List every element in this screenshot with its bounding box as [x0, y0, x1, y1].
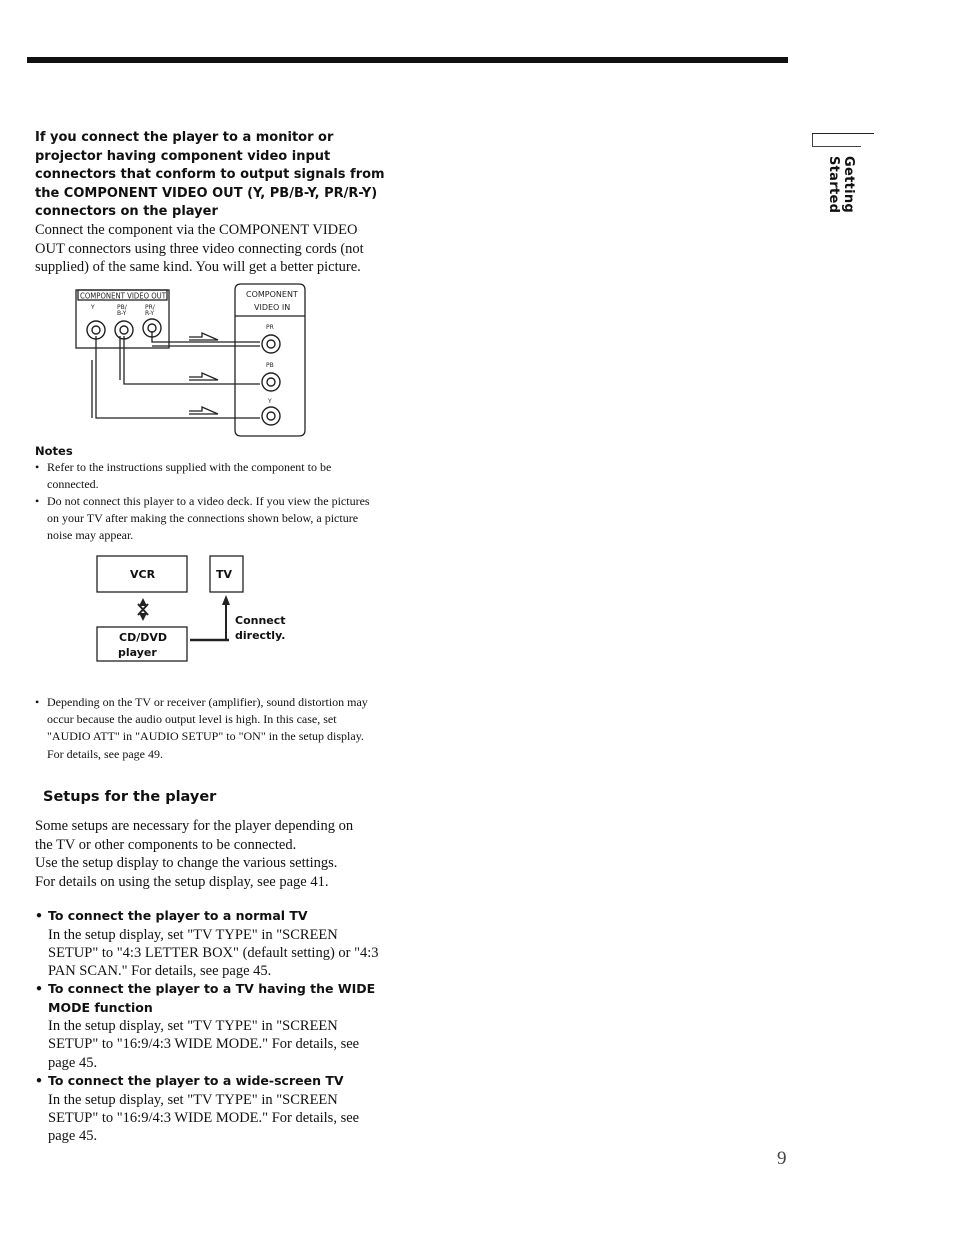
in-panel-label: COMPONENT	[246, 290, 298, 299]
in-jack-label: Y	[268, 398, 272, 405]
connect-label: Connect	[235, 614, 286, 627]
player-label: player	[118, 646, 157, 659]
setup-item-label-text: To connect the player to a normal TV	[48, 908, 308, 923]
heading-line: connectors on the player	[35, 204, 218, 219]
heading-line: the COMPONENT VIDEO OUT (Y, PB/B-Y, PR/R-Y)	[35, 185, 378, 201]
setup-item-text: In the setup display, set "TV TYPE" in "SCREEN SETUP" to "4:3 LETTER BOX" (default setting) or "4:3 PAN SCAN." For details, see page 45.	[48, 926, 379, 980]
note-text: Refer to the instructions supplied with the component to be connected.	[47, 460, 332, 492]
chapter-tab	[812, 133, 874, 147]
intro-line: the TV or other components to be connected.	[35, 836, 297, 853]
connection-heading	[35, 129, 385, 222]
chapter-label	[826, 156, 856, 271]
intro-line: Some setups are necessary for the player depending on	[35, 818, 354, 834]
setup-item-label	[35, 1072, 385, 1091]
jack-y-in	[262, 407, 280, 425]
intro-line: Use the setup display to change the various settings.	[35, 855, 338, 872]
setup-item-label	[35, 980, 385, 1017]
component-connection-diagram	[70, 280, 315, 440]
page-number: 9	[777, 1148, 787, 1169]
player-label: CD/DVD	[119, 631, 167, 644]
jack-label: R-Y	[145, 310, 155, 317]
arrow-shape	[189, 333, 218, 340]
jack-pr-in	[262, 335, 280, 353]
jack-pb-in	[262, 373, 280, 391]
out-panel-label: COMPONENT VIDEO OUT	[80, 291, 167, 301]
setup-item	[35, 980, 385, 1072]
setup-item	[35, 1072, 385, 1145]
heading-line: projector having component video input	[35, 148, 331, 164]
setup-item	[35, 907, 385, 980]
arrow-up-shape	[222, 595, 230, 605]
setup-item-label	[35, 907, 385, 926]
intro-line: OUT connectors using three video connecting cords (not	[35, 240, 364, 257]
notes-title: Notes	[35, 444, 73, 458]
note-item	[35, 493, 380, 545]
intro-paragraph	[35, 221, 395, 277]
jack-label: B-Y	[117, 310, 127, 317]
no-connect-mark	[138, 598, 148, 621]
note-text: Depending on the TV or receiver (amplifier), sound distortion may occur because the audio output level is high. In this case, set "AUDIO ATT" in "AUDIO SETUP" to "ON" in the setup display. For details, see page 49.	[47, 695, 368, 761]
intro-line: supplied) of the same kind. You will get a better picture.	[35, 259, 361, 276]
setup-item-text: In the setup display, set "TV TYPE" in "SCREEN SETUP" to "16:9/4:3 WIDE MODE." For details, see page 45.	[48, 1091, 360, 1145]
tv-label: TV	[216, 568, 233, 581]
intro-line: Connect the component via the COMPONENT VIDEO	[35, 222, 358, 238]
bullet-dot: •	[35, 460, 40, 474]
heading-line: connectors that conform to output signals from	[35, 167, 385, 182]
vcr-label: VCR	[130, 568, 156, 581]
jack-label: PR/	[145, 304, 155, 311]
note-item	[35, 694, 380, 763]
setup-item-text: In the setup display, set "TV TYPE" in "SCREEN SETUP" to "16:9/4:3 WIDE MODE." For details, see page 45.	[48, 1018, 360, 1071]
vcr-tv-diagram	[94, 553, 319, 665]
note-item	[35, 459, 380, 493]
jack-label: PB/	[117, 304, 127, 311]
jack-label: Y	[91, 304, 95, 311]
bullet-dot: •	[35, 494, 40, 508]
setup-item-label-text: To connect the player to a TV having the WIDE MODE function	[48, 981, 376, 1015]
intro-line: For details on using the setup display, see page 41.	[35, 873, 329, 890]
heading-line: If you connect the player to a monitor or	[35, 130, 334, 145]
bullet-dot: •	[35, 908, 43, 923]
setups-intro	[35, 817, 395, 891]
arrow-shape	[189, 407, 218, 414]
section-title: Setups for the player	[43, 789, 217, 805]
in-panel-label: VIDEO IN	[254, 303, 291, 312]
in-jack-label: PR	[266, 324, 274, 331]
bullet-dot: •	[35, 1073, 43, 1088]
setup-item-label-text: To connect the player to a wide-screen TV	[48, 1073, 344, 1088]
header-rule	[27, 57, 788, 63]
note-text: Do not connect this player to a video deck. If you view the pictures on your TV after making the connections shown below, a picture noise may appear.	[47, 494, 370, 543]
bullet-dot: •	[35, 695, 40, 709]
in-jack-label: PB	[266, 362, 274, 369]
bullet-dot: •	[35, 981, 43, 996]
arrow-shape	[189, 373, 218, 380]
chapter-label-text: Getting Started	[826, 156, 856, 214]
connect-label: directly.	[235, 629, 286, 642]
